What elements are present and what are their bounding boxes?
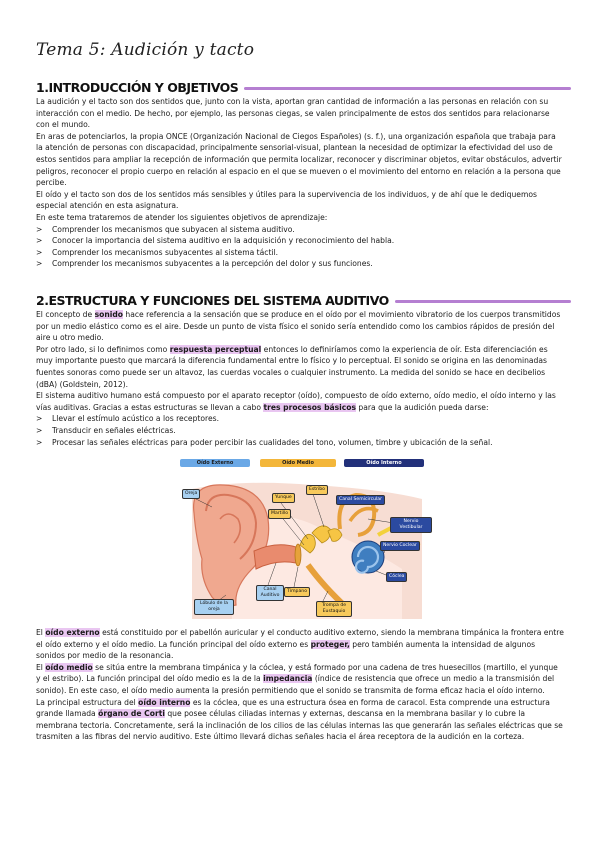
- highlight-term: oído interno: [138, 697, 191, 707]
- highlight-term: oído externo: [45, 628, 100, 637]
- paragraph: La audición y el tacto son dos sentidos que, junto con la vista, aportan gran cantidad de información a las personas en relación con su interacción con el medio. De hecho, por ejemplo, las personas ciegas, se valen principalmente de estos dos sentidos para relacionarse con el mundo.: [36, 97, 550, 130]
- label-canal-semicircular: Canal Semicircular: [336, 495, 385, 505]
- section-heading-estructura: [36, 293, 571, 308]
- highlight-term: oído medio: [45, 662, 93, 672]
- tab-oido-externo: Oído Externo: [180, 459, 250, 467]
- page-title: Tema 5: Audición y tacto: [36, 40, 255, 60]
- highlight-term: órgano de Corti: [98, 709, 165, 719]
- list-item: > Comprender los mecanismos que subyacen al sistema auditivo.: [36, 224, 564, 236]
- section-heading-text: 1.INTRODUCCIÓN Y OBJETIVOS: [36, 80, 239, 95]
- highlight-term: impedancia: [263, 674, 313, 684]
- paragraph: El concepto de sonido hace referencia a la sensación que se produce en el oído por el movimiento vibratorio de los cuerpos transmitidos por un medio elástico como es el aire. Desde un punto de vista físico el sonido sería entendido como los cambios rápidos de presión del aire u otro medio.: [36, 310, 561, 343]
- label-oreja: Oreja: [182, 489, 200, 499]
- label-yunque: Yunque: [272, 493, 295, 503]
- label-canal-auditivo: Canal Auditivo: [256, 585, 284, 601]
- tab-oido-interno: Oído Interno: [344, 459, 424, 467]
- paragraph: La principal estructura del oído interno es la cóclea, que es una estructura ósea en forma de caracol. Esta comprende una estructura grande llamada órgano de Corti que posee células ciliadas internas y externas, descansa en la membrana basilar y lo cubre la membrana tectoria. Concretamente, será la inclinación de los cilios de las células internas las que generarán las señales eléctricas que se trasmiten a las fibras del nervio auditivo. Este último llevará dichas señales hacia el área receptora de la audición en la corteza.: [36, 697, 563, 742]
- processes-list: [36, 413, 564, 448]
- paragraph: Por otro lado, si lo definimos como respuesta perceptual entonces lo definiríamos como la experiencia de oír. Esta diferenciación es muy importante puesto que marcará la diferencia fundamental entre lo físico y lo perceptual. El sonido se origina en las denominadas fuentes sonoras como puede ser un altavoz, las cuerdas vocales o cualquier instrumento. La medida del sonido se hace en decibelios (dBA) (Goldstein, 2012).: [36, 344, 548, 389]
- section-heading-introduccion: [36, 80, 571, 95]
- paragraph: El oído y el tacto son dos de los sentidos más sensibles y útiles para la supervivencia de los individuos, y de ahí que le dediquemos especial atención en esta asignatura.: [36, 189, 537, 211]
- list-item: > Conocer la importancia del sistema auditivo en la adquisición y reconocimiento del habla.: [36, 235, 564, 247]
- section-body-estructura-bottom: [36, 627, 564, 743]
- list-item: > Comprender los mecanismos subyacentes al sistema táctil.: [36, 247, 564, 259]
- label-nervio-coclear: Nervio Coclear: [380, 541, 420, 551]
- label-timpano: Tímpano: [284, 587, 310, 597]
- ear-anatomy-figure: [172, 459, 432, 619]
- heading-underline: [395, 300, 571, 303]
- heading-underline: [244, 87, 571, 90]
- label-trompa-eustaquio: Trompa de Eustaquio: [316, 601, 352, 617]
- paragraph: En aras de potenciarlos, la propia ONCE (Organización Nacional de Ciegos Españoles) (s. f.), una organización española que trabaja para la atención de personas con discapacidad, principalmente sensorial-visual, plantean la necesidad de optimizar la efectividad del uso de estos sentidos para ampliar la recepción de información que permita localizar, reconocer y discriminar objetos, evitar obstáculos, advertir peligros, reconocer el propio cuerpo en relación al espacio en el que se mueven o el movimiento del entorno en relación a la persona que percibe.: [36, 131, 562, 188]
- paragraph: En este tema trataremos de atender los siguientes objetivos de aprendizaje:: [36, 212, 328, 222]
- highlight-term: proteger,: [310, 639, 350, 649]
- paragraph: El oído externo está constituido por el pabellón auricular y el conducto auditivo externo, siendo la membrana timpánica la frontera entre el oído externo y el oído medio. La función principal del oído externo es proteger, pero también aumenta la intensidad de algunos sonidos por medio de la resonancia.: [36, 628, 564, 661]
- section-body-introduccion: [36, 96, 564, 270]
- section-body-estructura-top: [36, 309, 564, 448]
- list-item: > Llevar el estímulo acústico a los receptores.: [36, 413, 564, 425]
- paragraph: El oído medio se sitúa entre la membrana timpánica y la cóclea, y está formado por una cadena de tres huesecillos (martillo, el yunque y el estribo). La función principal del oído medio es la de la impedancia (índice de resistencia que ofrece un medio a la transmisión del sonido). En este caso, el oído medio aumenta la presión permitiendo que el sonido se transmita de forma eficaz hacia el oído interno.: [36, 662, 558, 695]
- highlight-term: tres procesos básicos: [263, 402, 357, 412]
- label-coclea: Cóclea: [386, 572, 407, 582]
- paragraph: El sistema auditivo humano está compuesto por el aparato receptor (oído), compuesto de oído externo, oído medio, el oído interno y las vías auditivas. Gracias a estas estructuras se llevan a cabo tres procesos básicos para que la audición pueda darse:: [36, 391, 556, 412]
- highlight-term: sonido: [94, 310, 123, 319]
- label-nervio-vestibular: Nervio Vestibular: [390, 517, 432, 533]
- section-heading-text: 2.ESTRUCTURA Y FUNCIONES DEL SISTEMA AUDITIVO: [36, 293, 389, 308]
- tab-oido-medio: Oído Medio: [260, 459, 336, 467]
- list-item: > Comprender los mecanismos subyacentes a la percepción del dolor y sus funciones.: [36, 258, 564, 270]
- list-item: > Transducir en señales eléctricas.: [36, 425, 564, 437]
- label-lobulo: Lóbulo de la oreja: [194, 599, 234, 615]
- label-martillo: Martillo: [268, 509, 291, 519]
- objectives-list: [36, 224, 564, 270]
- highlight-term: respuesta perceptual: [169, 344, 262, 354]
- label-estribo: Estribo: [306, 485, 328, 495]
- list-item: > Procesar las señales eléctricas para poder percibir las cualidades del tono, volumen, timbre y ubicación de la señal.: [36, 437, 564, 449]
